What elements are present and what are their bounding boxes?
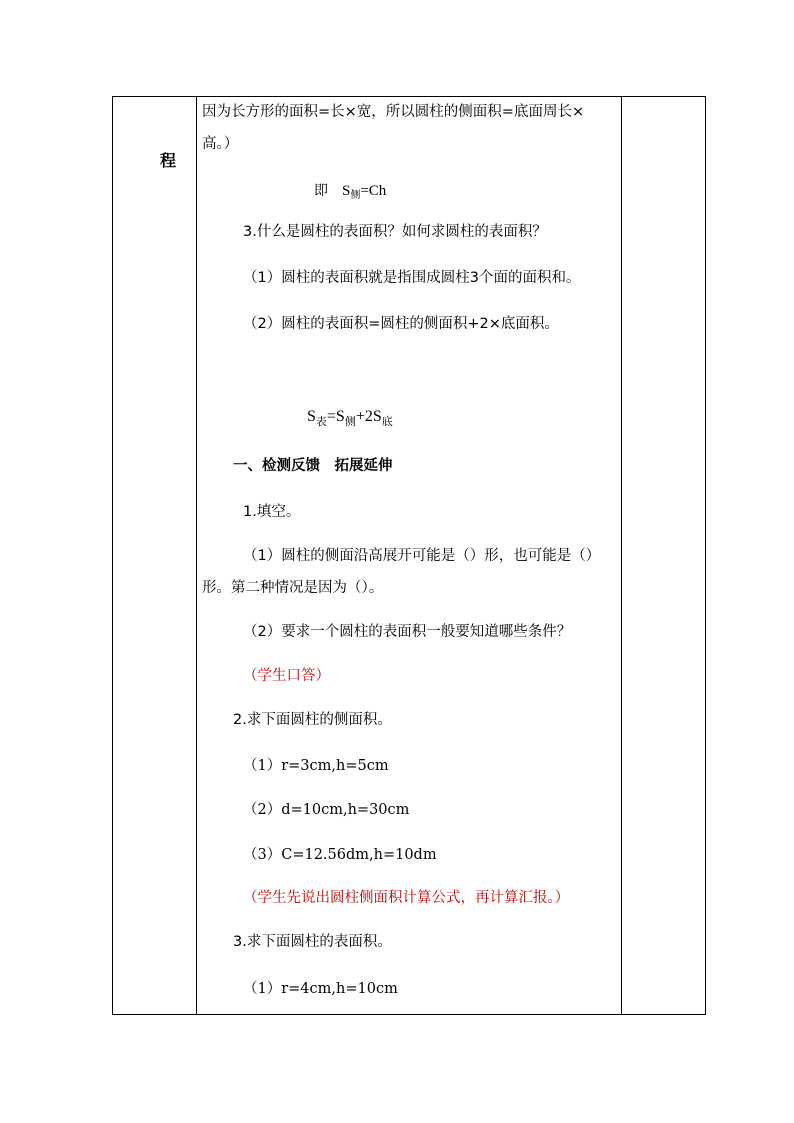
exercise-1-1a: （1）圆柱的侧面沿高展开可能是（）形，也可能是（） bbox=[243, 548, 601, 564]
exercise-1: 1.填空。 bbox=[243, 504, 301, 520]
formula2-s: S bbox=[307, 408, 316, 425]
text-line-1: 因为长方形的面积=长×宽，所以圆柱的侧面积=底面周长× bbox=[202, 104, 585, 120]
question-3: 3.什么是圆柱的表面积？如何求圆柱的表面积？ bbox=[243, 224, 547, 240]
exercise-3: 3.求下面圆柱的表面积。 bbox=[233, 934, 392, 950]
formula-rest: =Ch bbox=[360, 183, 387, 199]
surface-area-formula bbox=[307, 408, 393, 429]
note-formula-report: （学生先说出圆柱侧面积计算公式，再计算汇报。） bbox=[243, 890, 570, 906]
text-line-2: 高。） bbox=[202, 136, 239, 152]
exercise-2-2: （2）d=10cm,h=30cm bbox=[243, 802, 410, 818]
formula-sub-lateral: 侧 bbox=[350, 190, 361, 201]
exercise-2-3: （3）C=12.56dm,h=10dm bbox=[243, 847, 437, 863]
note-oral-answer: （学生口答） bbox=[243, 668, 330, 684]
answer-3-1: （1）圆柱的表面积就是指围成圆柱3个面的面积和。 bbox=[243, 270, 581, 286]
lateral-area-formula bbox=[314, 180, 386, 201]
exercise-2: 2.求下面圆柱的侧面积。 bbox=[233, 712, 392, 728]
formula-ji: 即 bbox=[314, 183, 328, 199]
formula2-plus: +2S bbox=[355, 408, 382, 425]
formula-s: S bbox=[342, 183, 351, 199]
formula2-sub-base: 底 bbox=[381, 415, 393, 428]
formula2-eq: =S bbox=[326, 408, 345, 425]
side-column-label: 程 bbox=[160, 151, 177, 170]
section-heading: 一、检测反馈 拓展延伸 bbox=[233, 458, 393, 474]
column-divider-left bbox=[196, 97, 197, 1014]
column-divider-right bbox=[621, 97, 622, 1014]
exercise-1-2: （2）要求一个圆柱的表面积一般要知道哪些条件？ bbox=[243, 624, 572, 640]
exercise-3-1: （1）r=4cm,h=10cm bbox=[243, 981, 398, 997]
formula2-sub-surface: 表 bbox=[315, 415, 327, 428]
formula2-sub-lateral: 侧 bbox=[344, 415, 356, 428]
answer-3-2: （2）圆柱的表面积=圆柱的侧面积+2×底面积。 bbox=[243, 316, 559, 332]
exercise-2-1: （1）r=3cm,h=5cm bbox=[243, 758, 389, 774]
exercise-1-1b: 形。第二种情况是因为（）。 bbox=[202, 580, 384, 596]
